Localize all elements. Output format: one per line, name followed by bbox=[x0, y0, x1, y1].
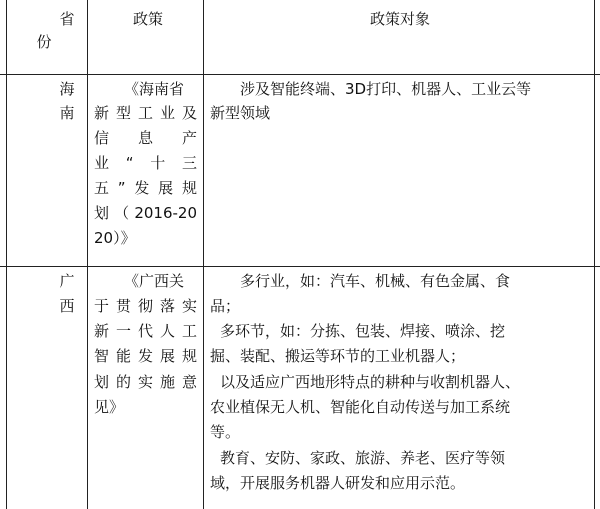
guangxi-target-line: 掘、装配、搬运等环节的工业机器人； bbox=[210, 347, 466, 365]
guangxi-target-line: 等。 bbox=[210, 423, 241, 441]
hainan-target-line: 新型领域 bbox=[210, 104, 271, 122]
guangxi-target-line: 教育、安防、家政、旅游、养老、医疗等领 bbox=[220, 449, 506, 467]
guangxi-policy-line: 见》 bbox=[94, 398, 125, 416]
table-divider-province bbox=[87, 0, 88, 509]
header-row-divider bbox=[0, 74, 600, 75]
hainan-policy-line: 信 息 产 bbox=[94, 129, 197, 147]
guangxi-target-line: 品； bbox=[210, 297, 241, 315]
guangxi-target-line: 域，开展服务机器人研发和应用示范。 bbox=[210, 474, 466, 492]
guangxi-policy-line: 新一代人工 bbox=[94, 322, 197, 340]
header-policy: 政策 bbox=[132, 10, 163, 28]
hainan-policy-line: 五”发展规 bbox=[94, 179, 197, 197]
hainan-policy-line: 业“十三 bbox=[94, 154, 197, 172]
header-province-line1: 省 bbox=[59, 10, 75, 28]
header-target: 政策对象 bbox=[369, 10, 430, 28]
hainan-policy-line: 《海南省 bbox=[124, 80, 185, 98]
table-border-right bbox=[594, 0, 595, 509]
guangxi-province-line1: 广 bbox=[59, 272, 75, 290]
guangxi-policy-line: 《广西关 bbox=[124, 272, 185, 290]
guangxi-province-line2: 西 bbox=[59, 297, 75, 315]
hainan-target-line: 涉及智能终端、3D打印、机器人、工业云等 bbox=[240, 80, 532, 98]
table-divider-policy bbox=[203, 0, 204, 509]
guangxi-policy-line: 于贯彻落实 bbox=[94, 297, 197, 315]
hainan-policy-line: 划（2016-20 bbox=[94, 204, 197, 222]
table-border-left bbox=[6, 0, 7, 509]
row-divider-hainan-guangxi bbox=[0, 266, 600, 267]
hainan-province-line1: 海 bbox=[59, 80, 75, 98]
guangxi-target-line: 多环节，如：分拣、包装、焊接、喷涂、挖 bbox=[220, 322, 506, 340]
guangxi-target-line: 以及适应广西地形特点的耕种与收割机器人、 bbox=[220, 373, 521, 391]
hainan-province-line2: 南 bbox=[59, 104, 75, 122]
hainan-policy-line: 20）》 bbox=[94, 229, 136, 247]
hainan-policy-line: 新型工业及 bbox=[94, 104, 197, 122]
guangxi-policy-line: 智能发展规 bbox=[94, 347, 197, 365]
header-province-line2: 份 bbox=[36, 33, 52, 51]
guangxi-policy-line: 划的实施意 bbox=[94, 373, 197, 391]
guangxi-target-line: 多行业，如：汽车、机械、有色金属、食 bbox=[240, 272, 511, 290]
guangxi-target-line: 农业植保无人机、智能化自动传送与加工系统 bbox=[210, 398, 511, 416]
